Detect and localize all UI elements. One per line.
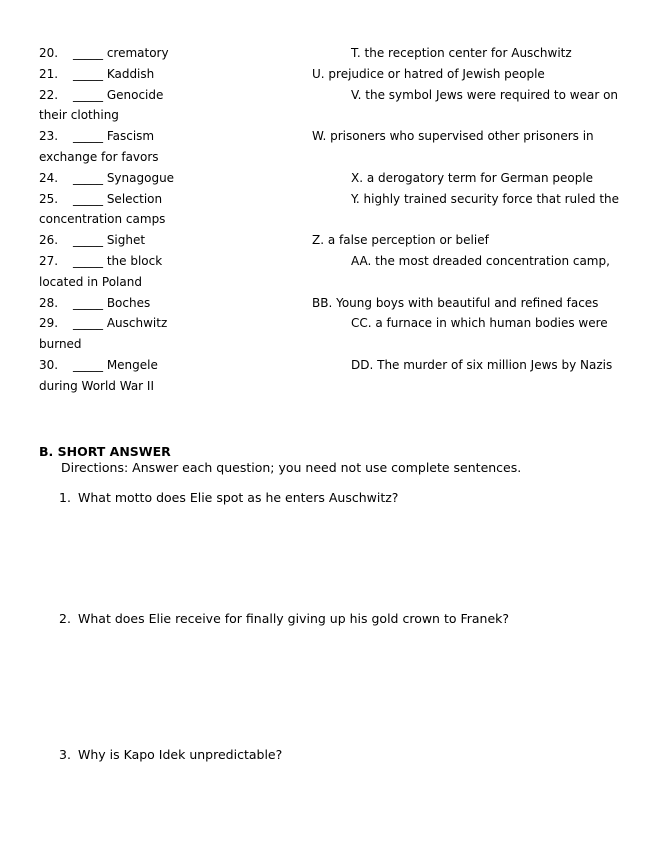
item-term: _____ the block	[73, 254, 163, 268]
question-2	[59, 611, 509, 626]
item-term: _____ Fascism	[73, 129, 155, 144]
item-term: _____ crematory	[73, 46, 169, 60]
question-number: 3.	[59, 747, 71, 762]
item-definition: DD. The murder of six million Jews by Nazis	[351, 358, 613, 372]
item-definition: Y. highly trained security force that ruled the	[351, 191, 620, 206]
question-text: What does Elie receive for finally giving up his gold crown to Franek?	[78, 611, 510, 626]
item-number: 24.	[39, 170, 59, 185]
question-3	[59, 747, 282, 762]
item-definition: U. prejudice or hatred of Jewish people	[312, 66, 545, 81]
item-number: 30.	[39, 358, 59, 372]
definition-continuation: located in Poland	[39, 274, 142, 289]
section-title: B. SHORT ANSWER	[39, 444, 171, 459]
item-number: 27.	[39, 254, 59, 268]
item-term: _____ Auschwitz	[73, 316, 168, 331]
item-number: 29.	[39, 316, 59, 331]
item-number: 28.	[39, 295, 59, 310]
item-definition: V. the symbol Jews were required to wear on	[351, 87, 619, 102]
item-term: _____ Synagogue	[73, 170, 175, 185]
item-definition: CC. a furnace in which human bodies were	[351, 316, 608, 331]
item-definition: W. prisoners who supervised other prisoners in	[312, 129, 594, 144]
question-text: Why is Kapo Idek unpredictable?	[78, 747, 283, 762]
item-number: 22.	[39, 87, 59, 102]
item-term: _____ Sighet	[73, 233, 146, 248]
definition-continuation: burned	[39, 337, 82, 352]
definition-continuation: concentration camps	[39, 212, 166, 227]
item-definition: BB. Young boys with beautiful and refined faces	[312, 295, 599, 310]
item-number: 21.	[39, 66, 59, 81]
directions-text: Directions: Answer each question; you need not use complete sentences.	[61, 460, 522, 475]
definition-continuation: their clothing	[39, 108, 119, 123]
item-term: _____ Genocide	[73, 87, 164, 102]
item-definition: X. a derogatory term for German people	[351, 170, 594, 185]
item-term: _____ Kaddish	[73, 66, 155, 81]
item-definition: Z. a false perception or belief	[312, 233, 489, 248]
definition-continuation: exchange for favors	[39, 150, 159, 164]
definition-continuation: during World War II	[39, 378, 155, 393]
question-number: 1.	[59, 490, 71, 505]
item-definition: T. the reception center for Auschwitz	[351, 46, 572, 60]
item-term: _____ Mengele	[73, 358, 158, 372]
item-number: 20.	[39, 46, 59, 60]
question-number: 2.	[59, 611, 71, 626]
item-term: _____ Selection	[73, 191, 163, 206]
question-text: What motto does Elie spot as he enters Auschwitz?	[78, 490, 399, 505]
item-number: 25.	[39, 191, 59, 206]
item-term: _____ Boches	[73, 295, 151, 310]
question-1	[59, 490, 398, 505]
item-number: 26.	[39, 233, 59, 248]
item-definition: AA. the most dreaded concentration camp,	[351, 254, 610, 268]
item-number: 23.	[39, 129, 59, 144]
